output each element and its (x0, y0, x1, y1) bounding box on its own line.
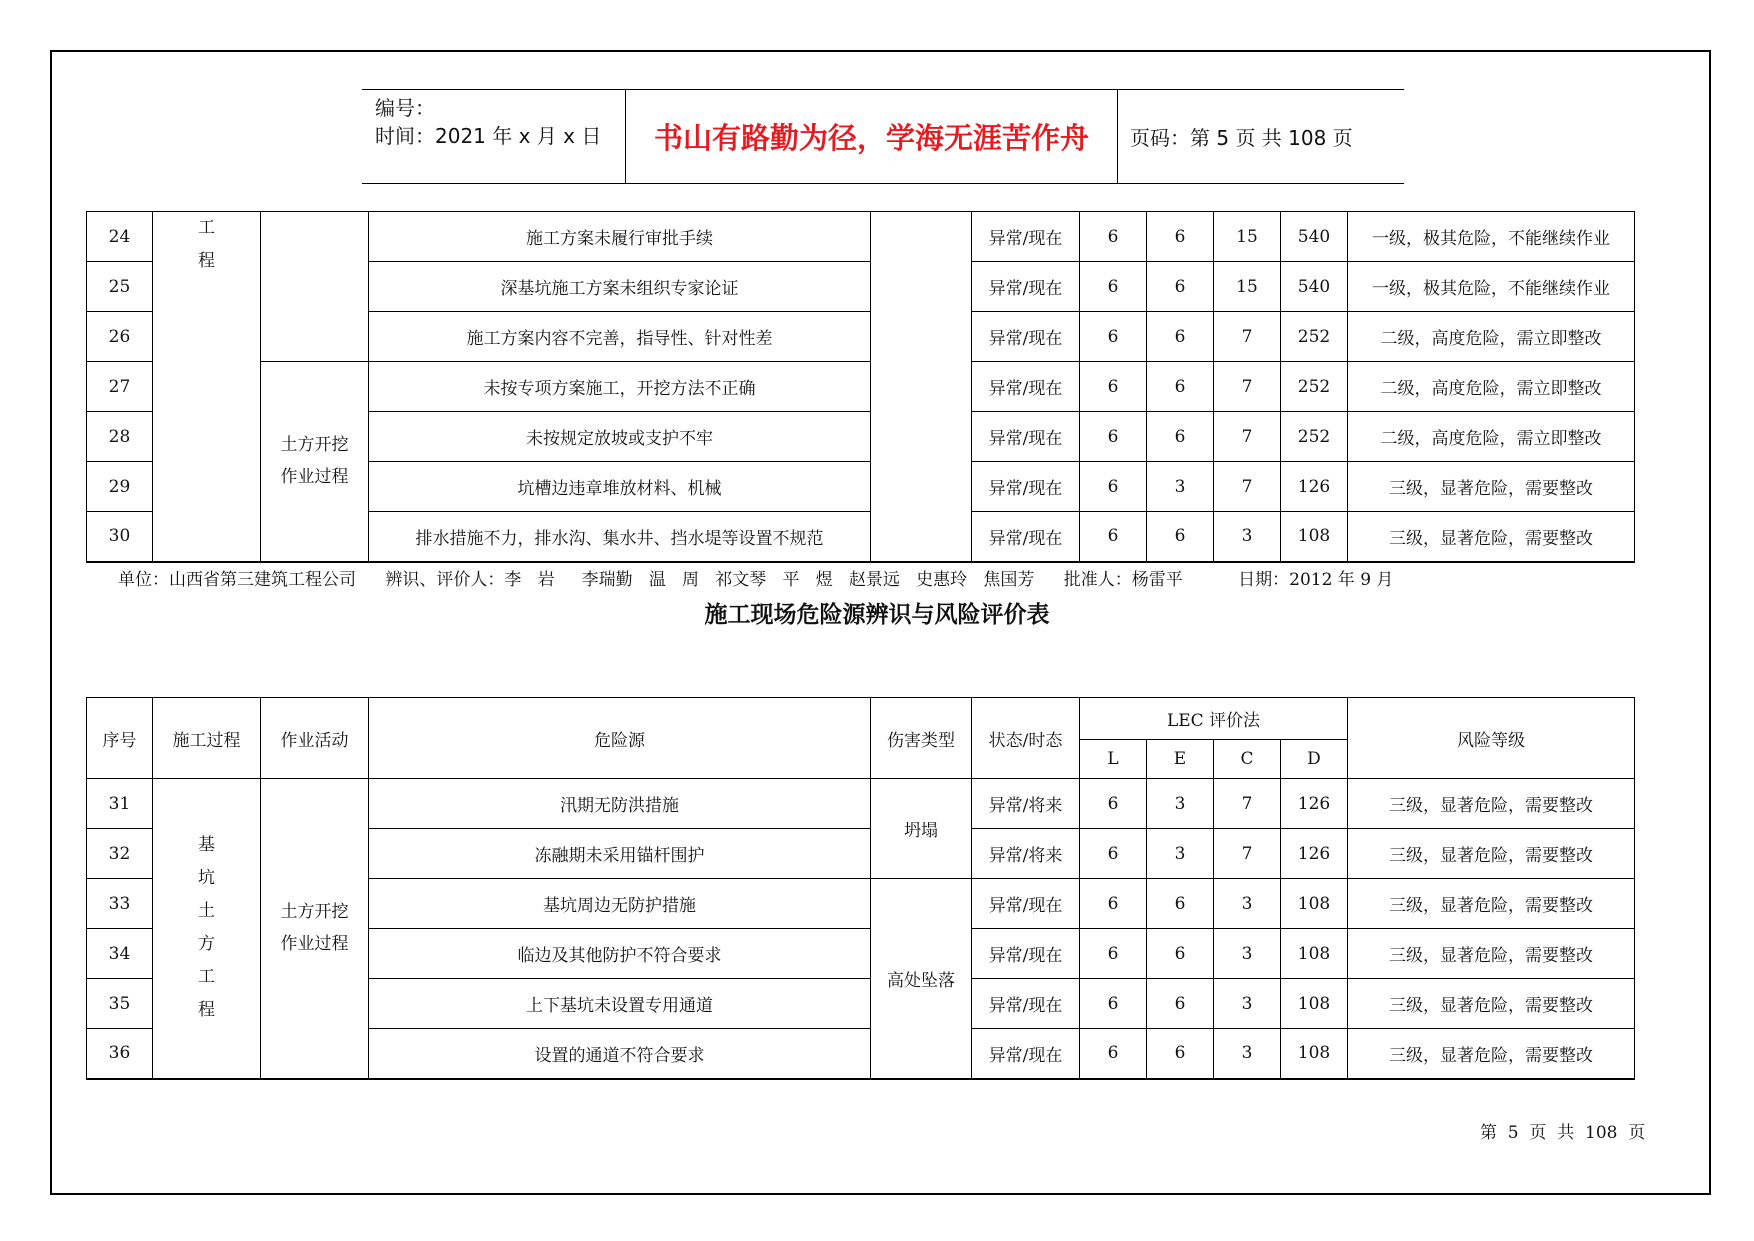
d-cell: 126 (1281, 829, 1348, 879)
header-e: E (1147, 740, 1214, 779)
header-state: 状态/时态 (972, 698, 1080, 779)
hazard-cell: 设置的通道不符合要求 (369, 1029, 871, 1079)
process-cell-char: 程 (198, 1000, 215, 1021)
process-cell-char: 程 (198, 251, 215, 271)
d-cell: 540 (1281, 262, 1348, 312)
e-cell: 6 (1147, 362, 1214, 412)
d-cell: 126 (1281, 462, 1348, 512)
state-cell: 异常/现在 (972, 362, 1080, 412)
harm-cell-empty (871, 212, 972, 562)
header-activity: 作业活动 (261, 698, 369, 779)
state-cell: 异常/现在 (972, 879, 1080, 929)
risk-level-cell: 三级，显著危险，需要整改 (1348, 929, 1635, 979)
process-cell (153, 779, 261, 1079)
e-cell: 6 (1147, 412, 1214, 462)
risk-level-cell: 三级，显著危险，需要整改 (1348, 879, 1635, 929)
risk-level-cell: 三级，显著危险，需要整改 (1348, 829, 1635, 879)
process-cell-char: 坑 (198, 868, 215, 889)
row-no: 29 (87, 462, 153, 512)
activity-cell: 土方开挖 作业过程 (261, 362, 369, 562)
d-cell: 252 (1281, 412, 1348, 462)
l-cell: 6 (1080, 979, 1147, 1029)
harm-type-cell: 坍塌 (871, 779, 972, 879)
row-no: 26 (87, 312, 153, 362)
d-cell: 540 (1281, 212, 1348, 262)
state-cell: 异常/现在 (972, 929, 1080, 979)
hazard-cell: 基坑周边无防护措施 (369, 879, 871, 929)
e-cell: 3 (1147, 829, 1214, 879)
c-cell: 3 (1214, 979, 1281, 1029)
l-cell: 6 (1080, 212, 1147, 262)
state-cell: 异常/现在 (972, 412, 1080, 462)
risk-level-cell: 三级，显著危险，需要整改 (1348, 779, 1635, 829)
d-cell: 108 (1281, 879, 1348, 929)
header-c: C (1214, 740, 1281, 779)
state-cell: 异常/现在 (972, 979, 1080, 1029)
state-cell: 异常/现在 (972, 512, 1080, 562)
d-cell: 126 (1281, 779, 1348, 829)
process-cell-char: 土 (198, 901, 215, 922)
l-cell: 6 (1080, 929, 1147, 979)
header-hazard: 危险源 (369, 698, 871, 779)
document-header (362, 89, 1404, 184)
e-cell: 3 (1147, 779, 1214, 829)
row-no: 32 (87, 829, 153, 879)
assessors-text: 辨识、评价人：李 岩 李瑞勤 温 周 祁文琴 平 煜 赵景远 史惠玲 焦国芳 (385, 570, 1035, 590)
c-cell: 7 (1214, 362, 1281, 412)
table-title: 施工现场危险源辨识与风险评价表 (704, 601, 1050, 628)
e-cell: 6 (1147, 979, 1214, 1029)
number-label: 编号： (375, 96, 435, 120)
l-cell: 6 (1080, 362, 1147, 412)
hazard-cell: 施工方案未履行审批手续 (369, 212, 871, 262)
row-no: 25 (87, 262, 153, 312)
l-cell: 6 (1080, 312, 1147, 362)
hazard-cell: 坑槽边违章堆放材料、机械 (369, 462, 871, 512)
hazard-cell: 临边及其他防护不符合要求 (369, 929, 871, 979)
signature-line (118, 565, 1417, 590)
e-cell: 6 (1147, 1029, 1214, 1079)
row-no: 30 (87, 512, 153, 562)
c-cell: 7 (1214, 462, 1281, 512)
activity-cell: 土方开挖 作业过程 (261, 779, 369, 1079)
process-cell-char: 基 (198, 835, 215, 856)
l-cell: 6 (1080, 779, 1147, 829)
e-cell: 6 (1147, 512, 1214, 562)
hazard-cell: 排水措施不力，排水沟、集水井、挡水堤等设置不规范 (369, 512, 871, 562)
page-label: 页码：第 5 页 共 108 页 (1130, 126, 1353, 150)
e-cell: 6 (1147, 262, 1214, 312)
page-footer: 第 5 页 共 108 页 (1480, 1123, 1646, 1143)
risk-level-cell: 二级，高度危险，需立即整改 (1348, 312, 1635, 362)
risk-level-cell: 三级，显著危险，需要整改 (1348, 462, 1635, 512)
hazard-cell: 深基坑施工方案未组织专家论证 (369, 262, 871, 312)
unit-text: 单位：山西省第三建筑工程公司 (118, 570, 356, 590)
l-cell: 6 (1080, 1029, 1147, 1079)
row-no: 35 (87, 979, 153, 1029)
c-cell: 3 (1214, 879, 1281, 929)
d-cell: 108 (1281, 1029, 1348, 1079)
risk-level-cell: 三级，显著危险，需要整改 (1348, 1029, 1635, 1079)
e-cell: 6 (1147, 879, 1214, 929)
risk-level-cell: 三级，显著危险，需要整改 (1348, 979, 1635, 1029)
d-cell: 252 (1281, 362, 1348, 412)
e-cell: 6 (1147, 312, 1214, 362)
process-cell-char: 工 (198, 967, 215, 988)
row-no: 31 (87, 779, 153, 829)
table-row (87, 362, 1635, 412)
c-cell: 15 (1214, 262, 1281, 312)
header-left (362, 90, 626, 183)
state-cell: 异常/现在 (972, 312, 1080, 362)
l-cell: 6 (1080, 829, 1147, 879)
hazard-cell: 汛期无防洪措施 (369, 779, 871, 829)
c-cell: 3 (1214, 512, 1281, 562)
row-no: 34 (87, 929, 153, 979)
state-cell: 异常/现在 (972, 262, 1080, 312)
d-cell: 108 (1281, 512, 1348, 562)
c-cell: 7 (1214, 779, 1281, 829)
risk-level-cell: 二级，高度危险，需立即整改 (1348, 412, 1635, 462)
state-cell: 异常/现在 (972, 1029, 1080, 1079)
risk-table-continued (86, 211, 1635, 563)
l-cell: 6 (1080, 879, 1147, 929)
e-cell: 6 (1147, 929, 1214, 979)
approver-text: 批准人：杨雷平 (1063, 570, 1183, 590)
row-no: 24 (87, 212, 153, 262)
c-cell: 7 (1214, 829, 1281, 879)
hazard-cell: 未按专项方案施工，开挖方法不正确 (369, 362, 871, 412)
state-cell: 异常/将来 (972, 829, 1080, 879)
row-no: 28 (87, 412, 153, 462)
process-cell (153, 212, 261, 562)
hazard-cell: 未按规定放坡或支护不牢 (369, 412, 871, 462)
c-cell: 7 (1214, 312, 1281, 362)
header-process: 施工过程 (153, 698, 261, 779)
process-cell-char: 方 (198, 934, 215, 955)
l-cell: 6 (1080, 262, 1147, 312)
header-harm: 伤害类型 (871, 698, 972, 779)
process-cell-char: 工 (198, 218, 215, 238)
c-cell: 3 (1214, 929, 1281, 979)
state-cell: 异常/现在 (972, 212, 1080, 262)
risk-table (86, 697, 1635, 1080)
table-row (87, 779, 1635, 829)
c-cell: 15 (1214, 212, 1281, 262)
e-cell: 3 (1147, 462, 1214, 512)
l-cell: 6 (1080, 462, 1147, 512)
date-text: 日期：2012 年 9 月 (1238, 570, 1394, 590)
hazard-cell: 上下基坑未设置专用通道 (369, 979, 871, 1029)
header-d: D (1281, 740, 1348, 779)
row-no: 27 (87, 362, 153, 412)
risk-level-cell: 二级，高度危险，需立即整改 (1348, 362, 1635, 412)
harm-type-cell: 高处坠落 (871, 879, 972, 1079)
state-cell: 异常/将来 (972, 779, 1080, 829)
c-cell: 7 (1214, 412, 1281, 462)
c-cell: 3 (1214, 1029, 1281, 1079)
hazard-cell: 施工方案内容不完善，指导性、针对性差 (369, 312, 871, 362)
e-cell: 6 (1147, 212, 1214, 262)
header-l: L (1080, 740, 1147, 779)
header-lec: LEC 评价法 (1080, 698, 1348, 740)
header-no: 序号 (87, 698, 153, 779)
risk-level-cell: 一级，极其危险，不能继续作业 (1348, 212, 1635, 262)
l-cell: 6 (1080, 412, 1147, 462)
risk-level-cell: 三级，显著危险，需要整改 (1348, 512, 1635, 562)
motto: 书山有路勤为径，学海无涯苦作舟 (626, 90, 1118, 183)
state-cell: 异常/现在 (972, 462, 1080, 512)
hazard-cell: 冻融期未采用锚杆围护 (369, 829, 871, 879)
risk-level-cell: 一级，极其危险，不能继续作业 (1348, 262, 1635, 312)
header-level: 风险等级 (1348, 698, 1635, 779)
table-row (87, 212, 1635, 262)
d-cell: 108 (1281, 979, 1348, 1029)
d-cell: 252 (1281, 312, 1348, 362)
row-no: 33 (87, 879, 153, 929)
d-cell: 108 (1281, 929, 1348, 979)
time-label: 时间：2021 年 x 月 x 日 (375, 124, 602, 148)
activity-cell-empty (261, 212, 369, 362)
row-no: 36 (87, 1029, 153, 1079)
l-cell: 6 (1080, 512, 1147, 562)
